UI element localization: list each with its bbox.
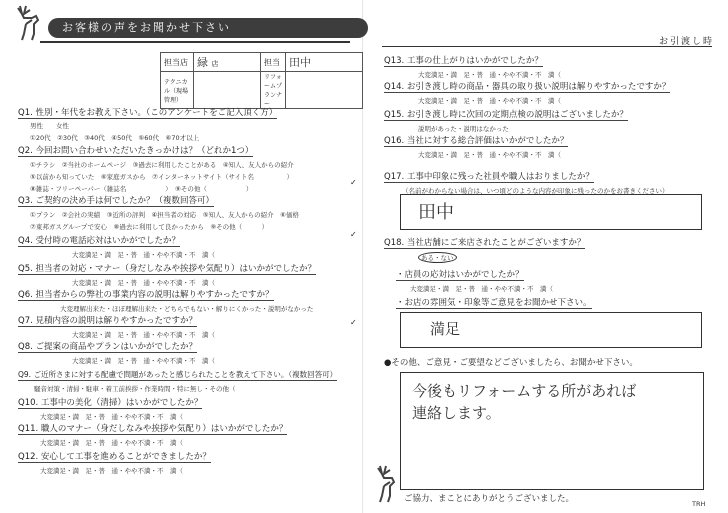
technical-value [194, 72, 261, 109]
q14-text: Q14. お引き渡し時の商品・器具の取り扱い説明は解りやすかったですか？ [384, 82, 671, 92]
q2-options-1: ①チラシ ②当社のホームページ ③過去に利用したことがある ④知人、友人からの紹介 [30, 161, 294, 169]
deer-logo-icon [374, 464, 402, 504]
q2-options-3: ⑧雑誌・フリーペーパー（雑誌名 ） ⑨その他（ ） [30, 185, 253, 193]
deer-logo-icon [12, 4, 46, 42]
q9-options: 騒音対策・清掃・駐車・着工前挨拶・作業時間・特に無し・その他（ [34, 385, 236, 393]
q15-options: 説明があった・説明はなかった [418, 125, 509, 133]
q13-options: 大変満足・満 足・普 通・やや不満・不 満（ [418, 71, 561, 79]
comment-answer-line1: 今後もリフォームする所があれば [412, 382, 637, 400]
handover-header: お引渡し時 [658, 37, 714, 47]
shop-value: 緑 店 [194, 53, 261, 72]
q1-text: Q1. 性別・年代をお教え下さい。（このアンケートをご記入頂く方） [18, 108, 278, 118]
q4-text: Q4. 受付時の電話応対はいかがでしたか？ [18, 236, 181, 246]
q3-options-2: ⑦東邦ガスグループで安心 ⑧過去に利用して良かったから ⑨その他（ ） [30, 223, 269, 231]
q4-options: 大変満足・満 足・普 通・やや不満・不 満（ [72, 251, 215, 259]
survey-title: お客様の声をお聞かせ下さい [48, 18, 368, 38]
q3-options-1: ①プラン ②会社の実績 ③近所の評判 ④担当者の対応 ⑤知人、友人からの紹介 ⑥価格 [30, 211, 299, 219]
q11-options: 大変満足・満 足・普 通・やや不満・不 満（ [40, 439, 183, 447]
comment-answer-line2: 連絡します。 [412, 404, 501, 422]
q2-options-2: ⑤以前から知っていた ⑥家庭ガスから ⑦インターネットサイト（サイト名 ） [30, 173, 293, 181]
q5-options: 大変満足・満 足・普 通・やや不満・不 満（ [72, 279, 215, 287]
form-code: TRH [692, 500, 706, 508]
q1-options-age: ①20代 ②30代 ③40代 ④50代 ⑤60代 ⑥70才以上 [30, 134, 200, 142]
q6-options: 大変理解出来た・ほぼ理解出来た・どちらでもない・解りにくかった・説明がなかった [60, 305, 314, 313]
planner-value [286, 72, 363, 109]
thanks-message: ご協力、まことにありがとうございました。 [404, 494, 575, 504]
q15-text: Q15. お引き渡し時に次回の定期点検の説明はございましたか？ [384, 110, 628, 120]
q17-answer: 田中 [418, 202, 454, 223]
q3-text: Q3. ご契約の決め手は何でしたか？（複数回答可） [18, 196, 215, 206]
q12-options: 大変満足・満 足・普 通・やや不満・不 満（ [40, 467, 183, 475]
staff-info-table [160, 52, 363, 109]
q16-text: Q16. 当社に対する総合評価はいかがでしたか？ [384, 136, 569, 146]
q10-options: 大変満足・満 足・普 通・やや不満・不 満（ [40, 413, 183, 421]
staff-value: 田中 [286, 53, 363, 72]
q17-note: （名前がわからない場合は、いつ頃どのような内容が印象に残ったのかをお書きください） [402, 187, 669, 195]
q1-options-gender: 男性 女性 [30, 122, 69, 130]
q9-text: Q9. ご近所さまに対する配慮で問題があったと感じられたことを教えて下さい。（複数回答可） [18, 370, 338, 379]
comment-prompt: ●その他、ご意見・ご要望などございましたら、お聞かせ下さい。 [384, 358, 638, 368]
q10-text: Q10. 工事中の美化（清掃）はいかがでしたか？ [18, 398, 203, 408]
q6-text: Q6. 担当者からの弊社の事業内容の説明は解りやすかったですか？ [18, 290, 274, 300]
shop-label: 担当店 [161, 53, 194, 72]
technical-label: テクニカル（現場管理） [161, 72, 194, 109]
checkmark-icon: ✓ [350, 318, 357, 327]
q8-options: 大変満足・満 足・普 通・やや不満・不 満（ [72, 357, 215, 365]
q17-text: Q17. 工事中印象に残った社員や職人はおりましたか？ [384, 172, 594, 182]
shop-service-options: 大変満足・満 足・普 通・やや不満・不 満（ [410, 285, 553, 293]
q13-text: Q13. 工事の仕上がりはいかがでしたか？ [384, 56, 543, 66]
q14-options: 大変満足・満 足・普 通・やや不満・不 満（ [418, 97, 561, 105]
q5-text: Q5. 担当者の対応・マナー（身だしなみや挨拶や気配り）はいかがでしたか？ [18, 264, 317, 274]
q2-text: Q2. 今回お問い合わせいただいたきっかけは？（どれか1つ） [18, 146, 254, 156]
header-rule [382, 46, 712, 47]
checkmark-icon: ✓ [350, 230, 357, 239]
q12-text: Q12. 安心して工事を進めることができましたか？ [18, 452, 211, 462]
q7-options: 大変満足・満 足・普 通・やや不満・不 満（ [72, 331, 215, 339]
checkmark-icon: ✓ [350, 178, 357, 187]
staff-label: 担当 [261, 53, 286, 72]
shop-service-text: ・店員の応対はいかがでしたか？ [396, 270, 524, 280]
q16-options: 大変満足・満 足・普 通・やや不満・不 満（ [418, 151, 561, 159]
title-rule [40, 41, 350, 43]
shop-atmosphere-text: ・お店の雰囲気・印象等ご意見をお聞かせ下さい。 [396, 298, 592, 308]
shop-answer: 満足 [430, 320, 461, 338]
q18-text: Q18. 当社店舗にご来店されたことがございますか？ [384, 238, 586, 248]
q7-text: Q7. 見積内容の説明は解りやすかったですか？ [18, 316, 198, 326]
q18-options: ある・ない [418, 252, 457, 263]
q8-text: Q8. ご提案の商品やプランはいかがでしたか？ [18, 342, 198, 352]
planner-label: リフォームプランナー [261, 72, 286, 109]
q11-text: Q11. 職人のマナー（身だしなみや挨拶や気配り）はいかがでしたか？ [18, 424, 288, 434]
